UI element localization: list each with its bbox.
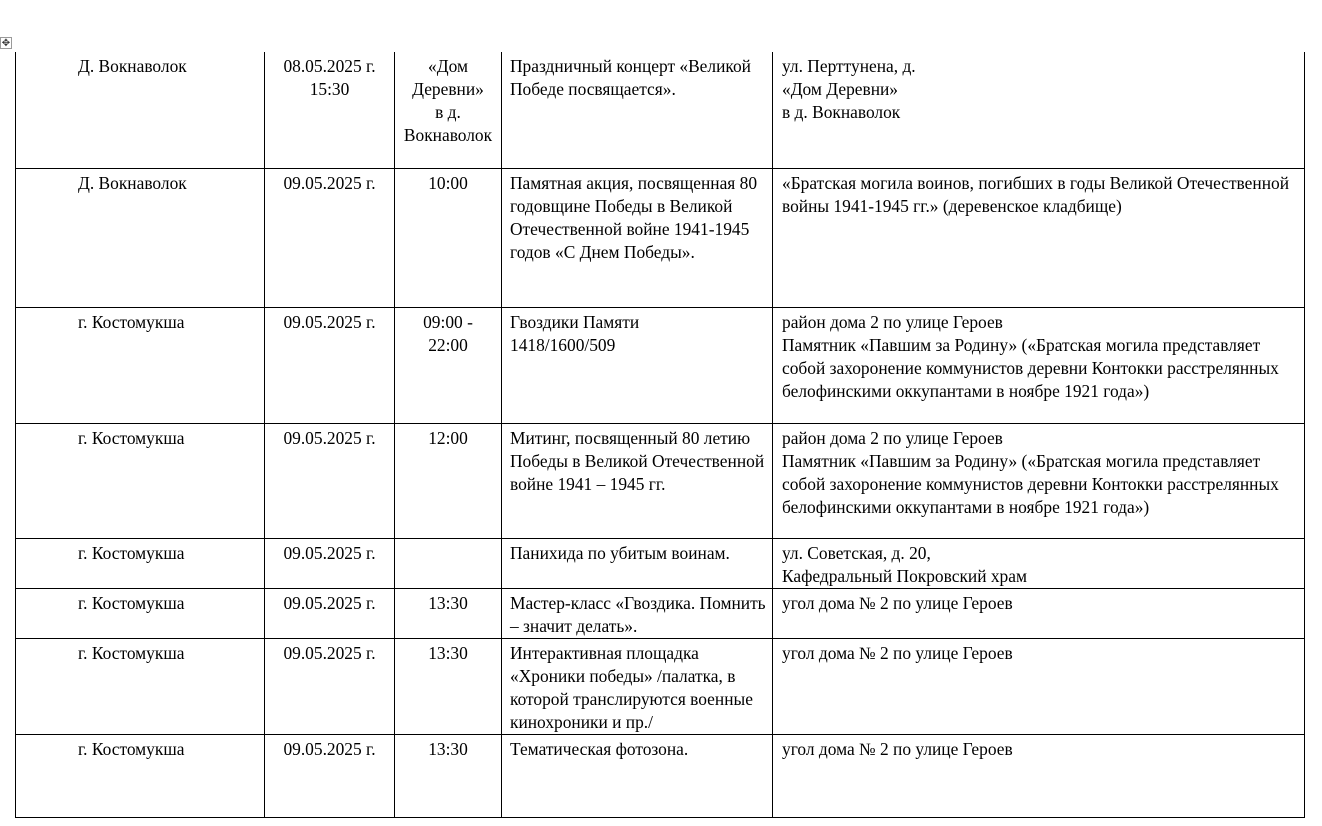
cell-location[interactable]: ул. Перттунена, д. «Дом Деревни» в д. Вокнаволок [773, 52, 1305, 168]
table-row [16, 168, 1305, 307]
cell-place[interactable]: Д. Вокнаволок [16, 168, 265, 307]
cell-place[interactable]: г. Костомукша [16, 734, 265, 817]
table-row [16, 638, 1305, 734]
cell-event[interactable]: Интерактивная площадка «Хроники победы» /палатка, в которой транслируются военные кинохроники и пр./ [502, 638, 773, 734]
table-row [16, 423, 1305, 538]
cell-date[interactable]: 09.05.2025 г. [265, 307, 395, 423]
cell-time[interactable]: 09:00 - 22:00 [395, 307, 502, 423]
cell-location[interactable]: угол дома № 2 по улице Героев [773, 734, 1305, 817]
cell-event[interactable]: Тематическая фотозона. [502, 734, 773, 817]
cell-time[interactable]: 13:30 [395, 638, 502, 734]
table-row [16, 538, 1305, 588]
cell-event[interactable]: Памятная акция, посвященная 80 годовщине Победы в Великой Отечественной войне 1941-1945 годов «С Днем Победы». [502, 168, 773, 307]
cell-event[interactable]: Гвоздики Памяти 1418/1600/509 [502, 307, 773, 423]
cell-place[interactable]: г. Костомукша [16, 638, 265, 734]
cell-location[interactable]: район дома 2 по улице Героев Памятник «Павшим за Родину» («Братская могила представляет собой захоронение коммунистов деревни Контокки расстрелянных белофинскими оккупантами в ноябре 1921 года») [773, 423, 1305, 538]
cell-place[interactable]: г. Костомукша [16, 588, 265, 638]
cell-time[interactable] [395, 538, 502, 588]
cell-place[interactable]: г. Костомукша [16, 538, 265, 588]
table-move-handle-icon[interactable]: ✥ [1, 38, 11, 49]
cell-date[interactable]: 09.05.2025 г. [265, 168, 395, 307]
cell-event[interactable]: Мастер-класс «Гвоздика. Помнить – значит делать». [502, 588, 773, 638]
cell-event[interactable]: Митинг, посвященный 80 летию Победы в Великой Отечественной войне 1941 – 1945 гг. [502, 423, 773, 538]
cell-time[interactable]: 13:30 [395, 588, 502, 638]
table-row [16, 734, 1305, 817]
cell-date[interactable]: 09.05.2025 г. [265, 538, 395, 588]
cell-event[interactable]: Панихида по убитым воинам. [502, 538, 773, 588]
cell-event[interactable]: Праздничный концерт «Великой Победе посвящается». [502, 52, 773, 168]
cell-time[interactable]: 10:00 [395, 168, 502, 307]
cell-place[interactable]: Д. Вокнаволок [16, 52, 265, 168]
cell-place[interactable]: г. Костомукша [16, 307, 265, 423]
cell-place[interactable]: г. Костомукша [16, 423, 265, 538]
cell-date[interactable]: 09.05.2025 г. [265, 734, 395, 817]
table-row [16, 307, 1305, 423]
cell-time[interactable]: 12:00 [395, 423, 502, 538]
activation-watermark [1120, 776, 1322, 822]
cell-date[interactable]: 09.05.2025 г. [265, 638, 395, 734]
cell-location[interactable]: угол дома № 2 по улице Героев [773, 638, 1305, 734]
cell-location[interactable]: ул. Советская, д. 20, Кафедральный Покровский храм [773, 538, 1305, 588]
cell-time[interactable]: «Дом Деревни» в д. Вокнаволок [395, 52, 502, 168]
cell-date[interactable]: 08.05.2025 г. 15:30 [265, 52, 395, 168]
cell-location[interactable]: район дома 2 по улице Героев Памятник «Павшим за Родину» («Братская могила представляет собой захоронение коммунистов деревни Контокки расстрелянных белофинскими оккупантами в ноябре 1921 года») [773, 307, 1305, 423]
cell-location[interactable]: угол дома № 2 по улице Героев [773, 588, 1305, 638]
cell-location[interactable]: «Братская могила воинов, погибших в годы Великой Отечественной войны 1941-1945 гг.» (деревенское кладбище) [773, 168, 1305, 307]
table-row [16, 588, 1305, 638]
cell-date[interactable]: 09.05.2025 г. [265, 423, 395, 538]
cell-date[interactable]: 09.05.2025 г. [265, 588, 395, 638]
table-row [16, 52, 1305, 168]
events-table [15, 52, 1305, 818]
cell-time[interactable]: 13:30 [395, 734, 502, 817]
